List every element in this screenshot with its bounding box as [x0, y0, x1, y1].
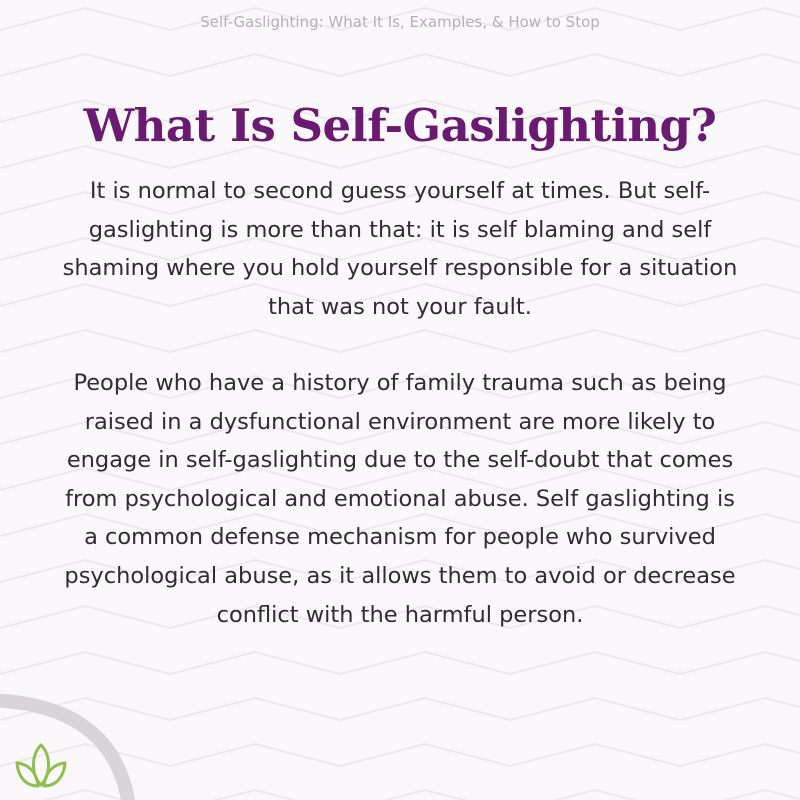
page-title: What Is Self-Gaslighting?: [83, 99, 717, 152]
paragraph-intro: It is normal to second guess yourself at times. But self-gaslighting is more than that: it is self blaming and self shaming where you hold yourself responsible for a situation that was not your fault.: [62, 178, 738, 320]
leaf-icon: [14, 741, 68, 789]
header-caption: Self-Gaslighting: What It Is, Examples, & How to Stop: [200, 13, 600, 31]
paragraph-causes: People who have a history of family trauma such as being raised in a dysfunctional environment are more likely to engage in self-gaslighting due to the self-doubt that comes from psychological and emotional abuse. Self gaslighting is a common defense mechanism for people who survived psychological abuse, as it allows them to avoid or decrease conflict with the harmful person.: [64, 370, 736, 628]
